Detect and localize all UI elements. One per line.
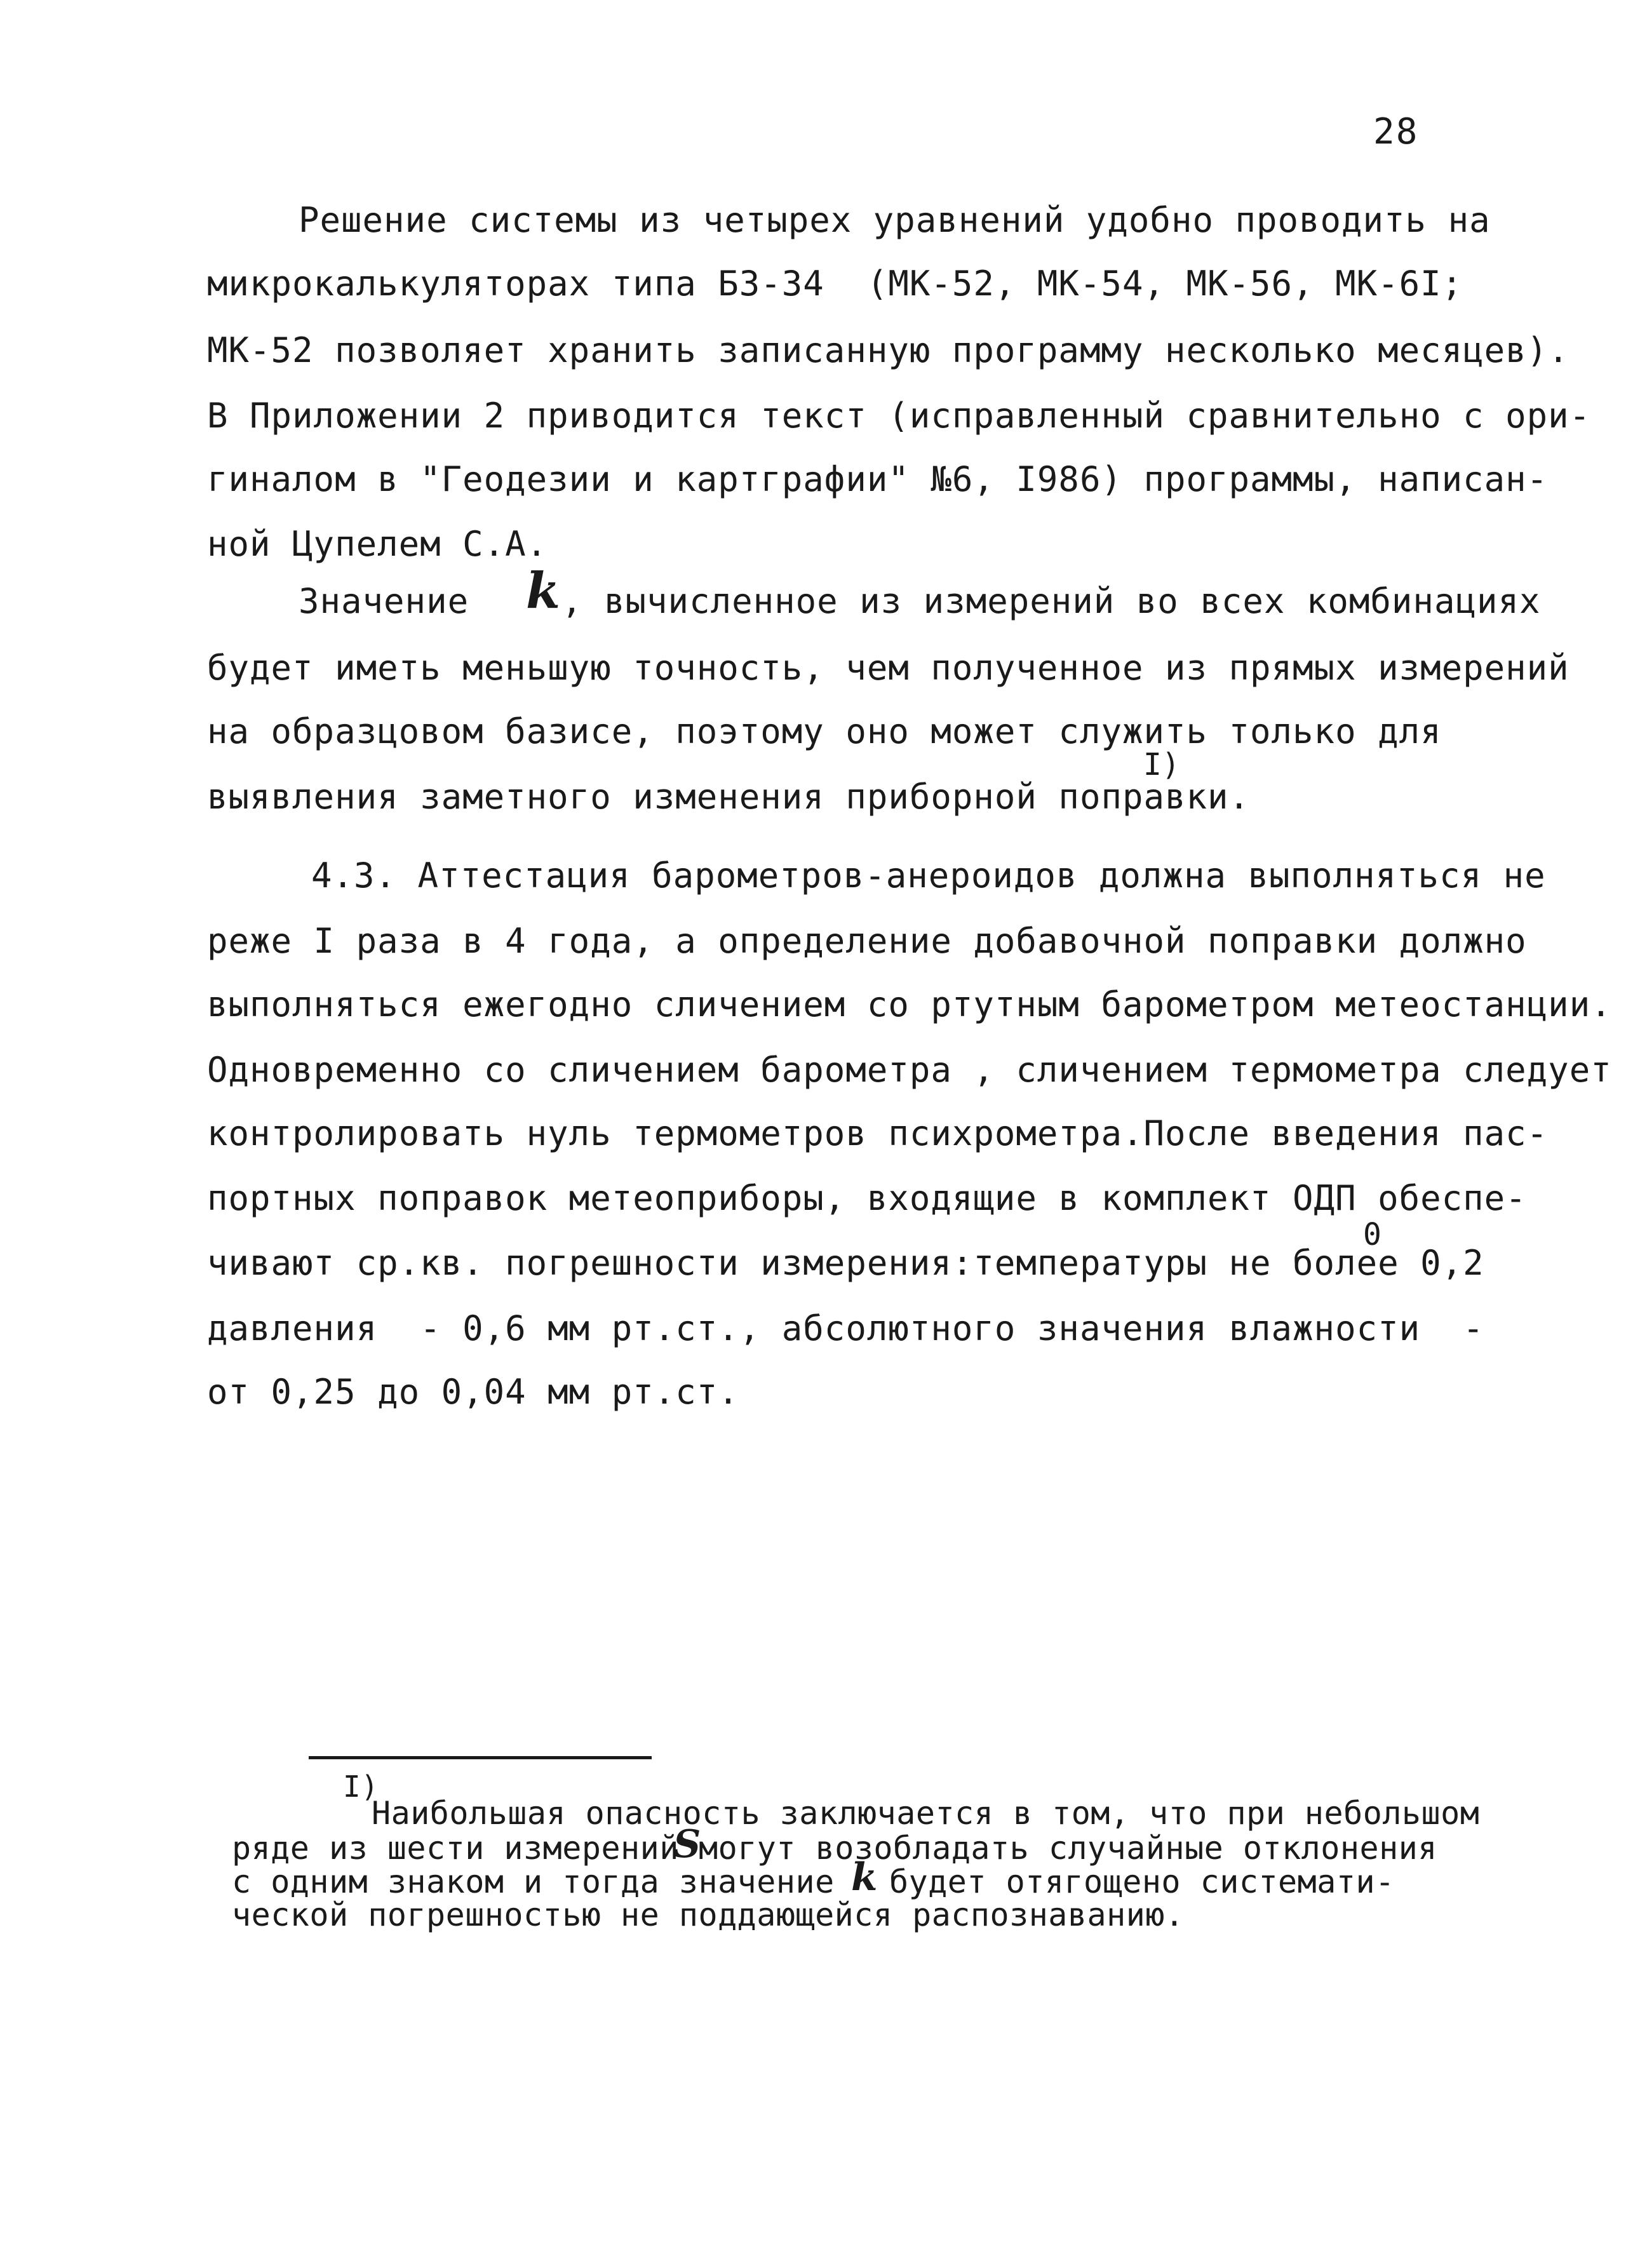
paragraph-1-line-6: ной Цупелем С.А.: [207, 524, 548, 564]
k-symbol-footnote: k: [851, 1855, 878, 1900]
footnote-marker: I): [343, 1769, 379, 1804]
footnote-line-1: Наибольшая опасность заключается в том, что при небольшом: [372, 1795, 1480, 1832]
page-number: 28: [1373, 111, 1419, 152]
paragraph-2-line-2: будет иметь меньшую точность, чем полученное из прямых измерений: [207, 648, 1569, 688]
paragraph-2-line-4: выявления заметного изменения приборной поправки.: [207, 777, 1251, 817]
paragraph-3-line-6: портных поправок метеоприборы, входящие в комплект ОДП обеспе-: [207, 1178, 1527, 1218]
paragraph-1-line-2: микрокалькуляторах типа Б3-34 (МК-52, МК-54, МК-56, МК-6I;: [207, 264, 1463, 304]
paragraph-3-line-7: чивают ср.кв. погрешности измерения:температуры не более 0,2: [207, 1243, 1484, 1283]
degree-mark: 0: [1363, 1217, 1381, 1252]
paragraph-3-line-8: давления - 0,6 мм рт.ст., абсолютного значения влажности -: [207, 1308, 1484, 1348]
s-symbol: S: [673, 1822, 701, 1867]
paragraph-1-line-1: Решение системы из четырех уравнений удобно проводить на: [299, 200, 1491, 240]
paragraph-2-line-1-end: , вычисленное из измерений во всех комбинациях: [561, 581, 1541, 621]
paragraph-2-line-3: на образцовом базисе, поэтому оно может служить только для: [207, 711, 1442, 751]
footnote-line-2-start: ряде из шести измерений: [232, 1830, 679, 1867]
paragraph-3-line-3: выполняться ежегодно сличением со ртутным барометром метеостанции.: [207, 984, 1612, 1024]
footnote-line-4: ческой погрешностью не поддающейся распознаванию.: [232, 1896, 1185, 1933]
paragraph-1-line-3: МК-52 позволяет хранить записанную программу несколько месяцев).: [207, 330, 1569, 370]
footnote-separator: [309, 1756, 652, 1759]
paragraph-2-line-1-start: Значение: [299, 581, 469, 621]
footnote-reference: I): [1143, 747, 1180, 782]
paragraph-1-line-4: В Приложении 2 приводится текст (исправленный сравнительно с ори-: [207, 396, 1591, 436]
footnote-line-3-start: с одним знаком и тогда значение: [232, 1863, 835, 1900]
paragraph-3-line-9: от 0,25 до 0,04 мм рт.ст.: [207, 1372, 739, 1412]
paragraph-3-line-2: реже I раза в 4 года, а определение добавочной поправки должно: [207, 921, 1527, 961]
footnote-line-3-end: будет отягощено системати-: [889, 1863, 1395, 1900]
paragraph-3-line-1: 4.3. Аттестация барометров-анероидов должна выполняться не: [311, 856, 1546, 896]
footnote-line-2-end: могут возобладать случайные отклонения: [699, 1830, 1437, 1867]
k-symbol: k: [526, 562, 561, 620]
paragraph-3-line-5: контролировать нуль термометров психрометра.После введения пас-: [207, 1113, 1549, 1153]
paragraph-1-line-5: гиналом в "Геодезии и картграфии" №6, I986) программы, написан-: [207, 459, 1549, 499]
paragraph-3-line-4: Одновременно со сличением барометра , сличением термометра следует: [207, 1050, 1612, 1090]
